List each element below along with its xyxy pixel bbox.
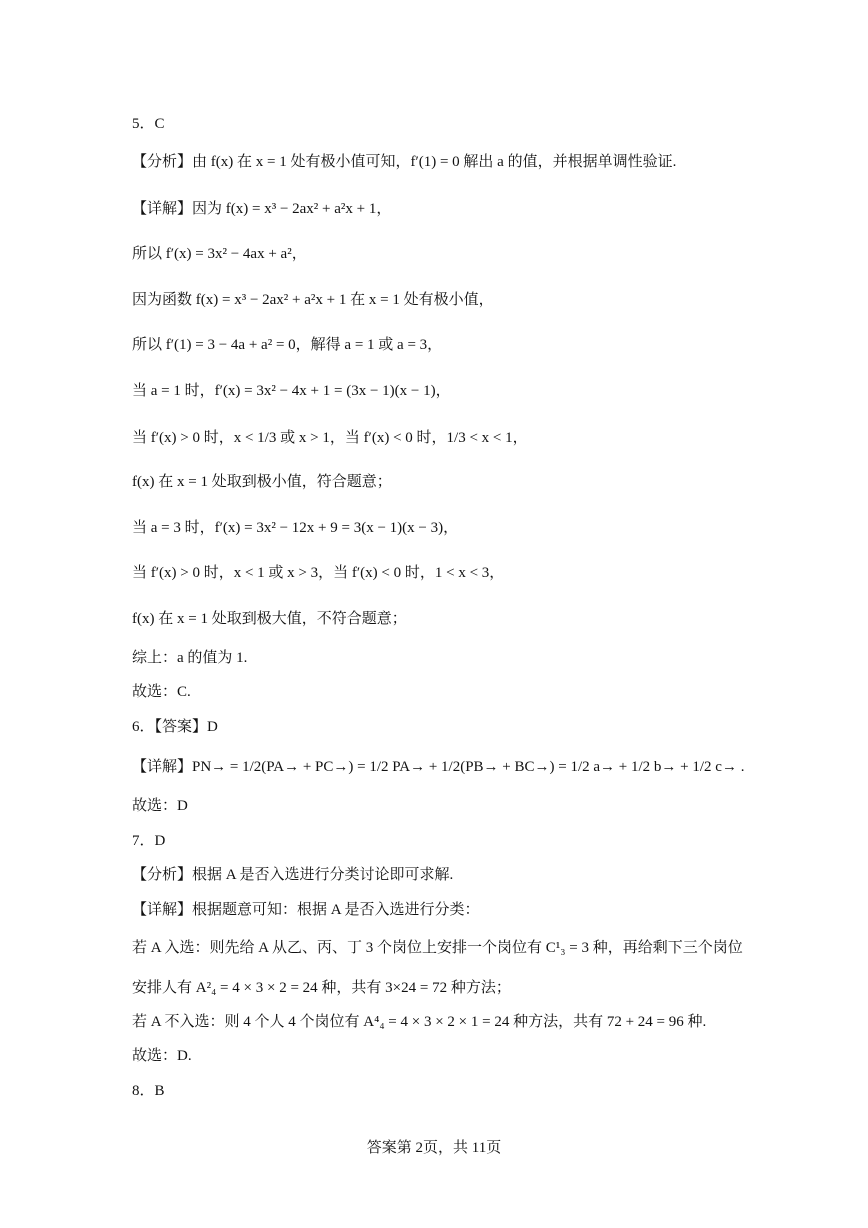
- page-footer: 答案第 2页，共 11页: [366, 1140, 502, 1156]
- analysis-line: 【分析】根据 A 是否入选进行分类讨论即可求解.: [132, 867, 454, 883]
- text-line: 综上：a 的值为 1.: [132, 650, 248, 666]
- conclusion-line: 故选：D: [132, 798, 188, 814]
- conclusion-line: 故选：C.: [132, 684, 191, 700]
- text-line: 所以 f′(x) = 3x² − 4ax + a²，: [132, 246, 307, 262]
- text-line: 所以 f′(1) = 3 − 4a + a² = 0，解得 a = 1 或 a = 3，: [132, 337, 443, 353]
- text-line: 安排人有 A²₄ = 4 × 3 × 2 = 24 种，共有 3×24 = 72 种方法；: [132, 980, 511, 996]
- question-5-answer: 5．C: [132, 116, 165, 132]
- analysis-line: 【分析】由 f(x) 在 x = 1 处有极小值可知，f′(1) = 0 解出 a 的值，并根据单调性验证.: [132, 154, 677, 170]
- question-8-answer: 8．B: [132, 1083, 165, 1099]
- text-line: f(x) 在 x = 1 处取到极大值，不符合题意；: [132, 611, 407, 627]
- conclusion-line: 故选：D.: [132, 1048, 192, 1064]
- detail-line: 【详解】因为 f(x) = x³ − 2ax² + a²x + 1，: [132, 201, 392, 217]
- text-line: 若 A 入选：则先给 A 从乙、丙、丁 3 个岗位上安排一个岗位有 C¹₃ = 3 种，再给剩下三个岗位: [132, 940, 743, 956]
- question-7-answer: 7．D: [132, 833, 166, 849]
- text-line: 当 f′(x) > 0 时，x < 1 或 x > 3，当 f′(x) < 0 时，1 < x < 3，: [132, 565, 505, 581]
- text-line: 当 f′(x) > 0 时，x < 1/3 或 x > 1，当 f′(x) < 0 时，1/3 < x < 1，: [132, 430, 528, 446]
- detail-line: 【详解】根据题意可知：根据 A 是否入选进行分类：: [132, 902, 480, 918]
- text-line: 若 A 不入选：则 4 个人 4 个岗位有 A⁴₄ = 4 × 3 × 2 × 1 = 24 种方法，共有 72 + 24 = 96 种.: [132, 1014, 707, 1030]
- text-line: f(x) 在 x = 1 处取到极小值，符合题意；: [132, 474, 392, 490]
- text-line: 当 a = 1 时，f′(x) = 3x² − 4x + 1 = (3x − 1)(x − 1)，: [132, 383, 451, 399]
- text-line: 因为函数 f(x) = x³ − 2ax² + a²x + 1 在 x = 1 处有极小值，: [132, 292, 494, 308]
- text-line: 当 a = 3 时，f′(x) = 3x² − 12x + 9 = 3(x − 1)(x − 3)，: [132, 520, 459, 536]
- question-6-answer: 6．【答案】D: [132, 719, 218, 735]
- detail-line: 【详解】PN→ = 1/2(PA→ + PC→) = 1/2 PA→ + 1/2(PB→ + BC→) = 1/2 a→ + 1/2 b→ + 1/2 c→ .: [132, 759, 745, 775]
